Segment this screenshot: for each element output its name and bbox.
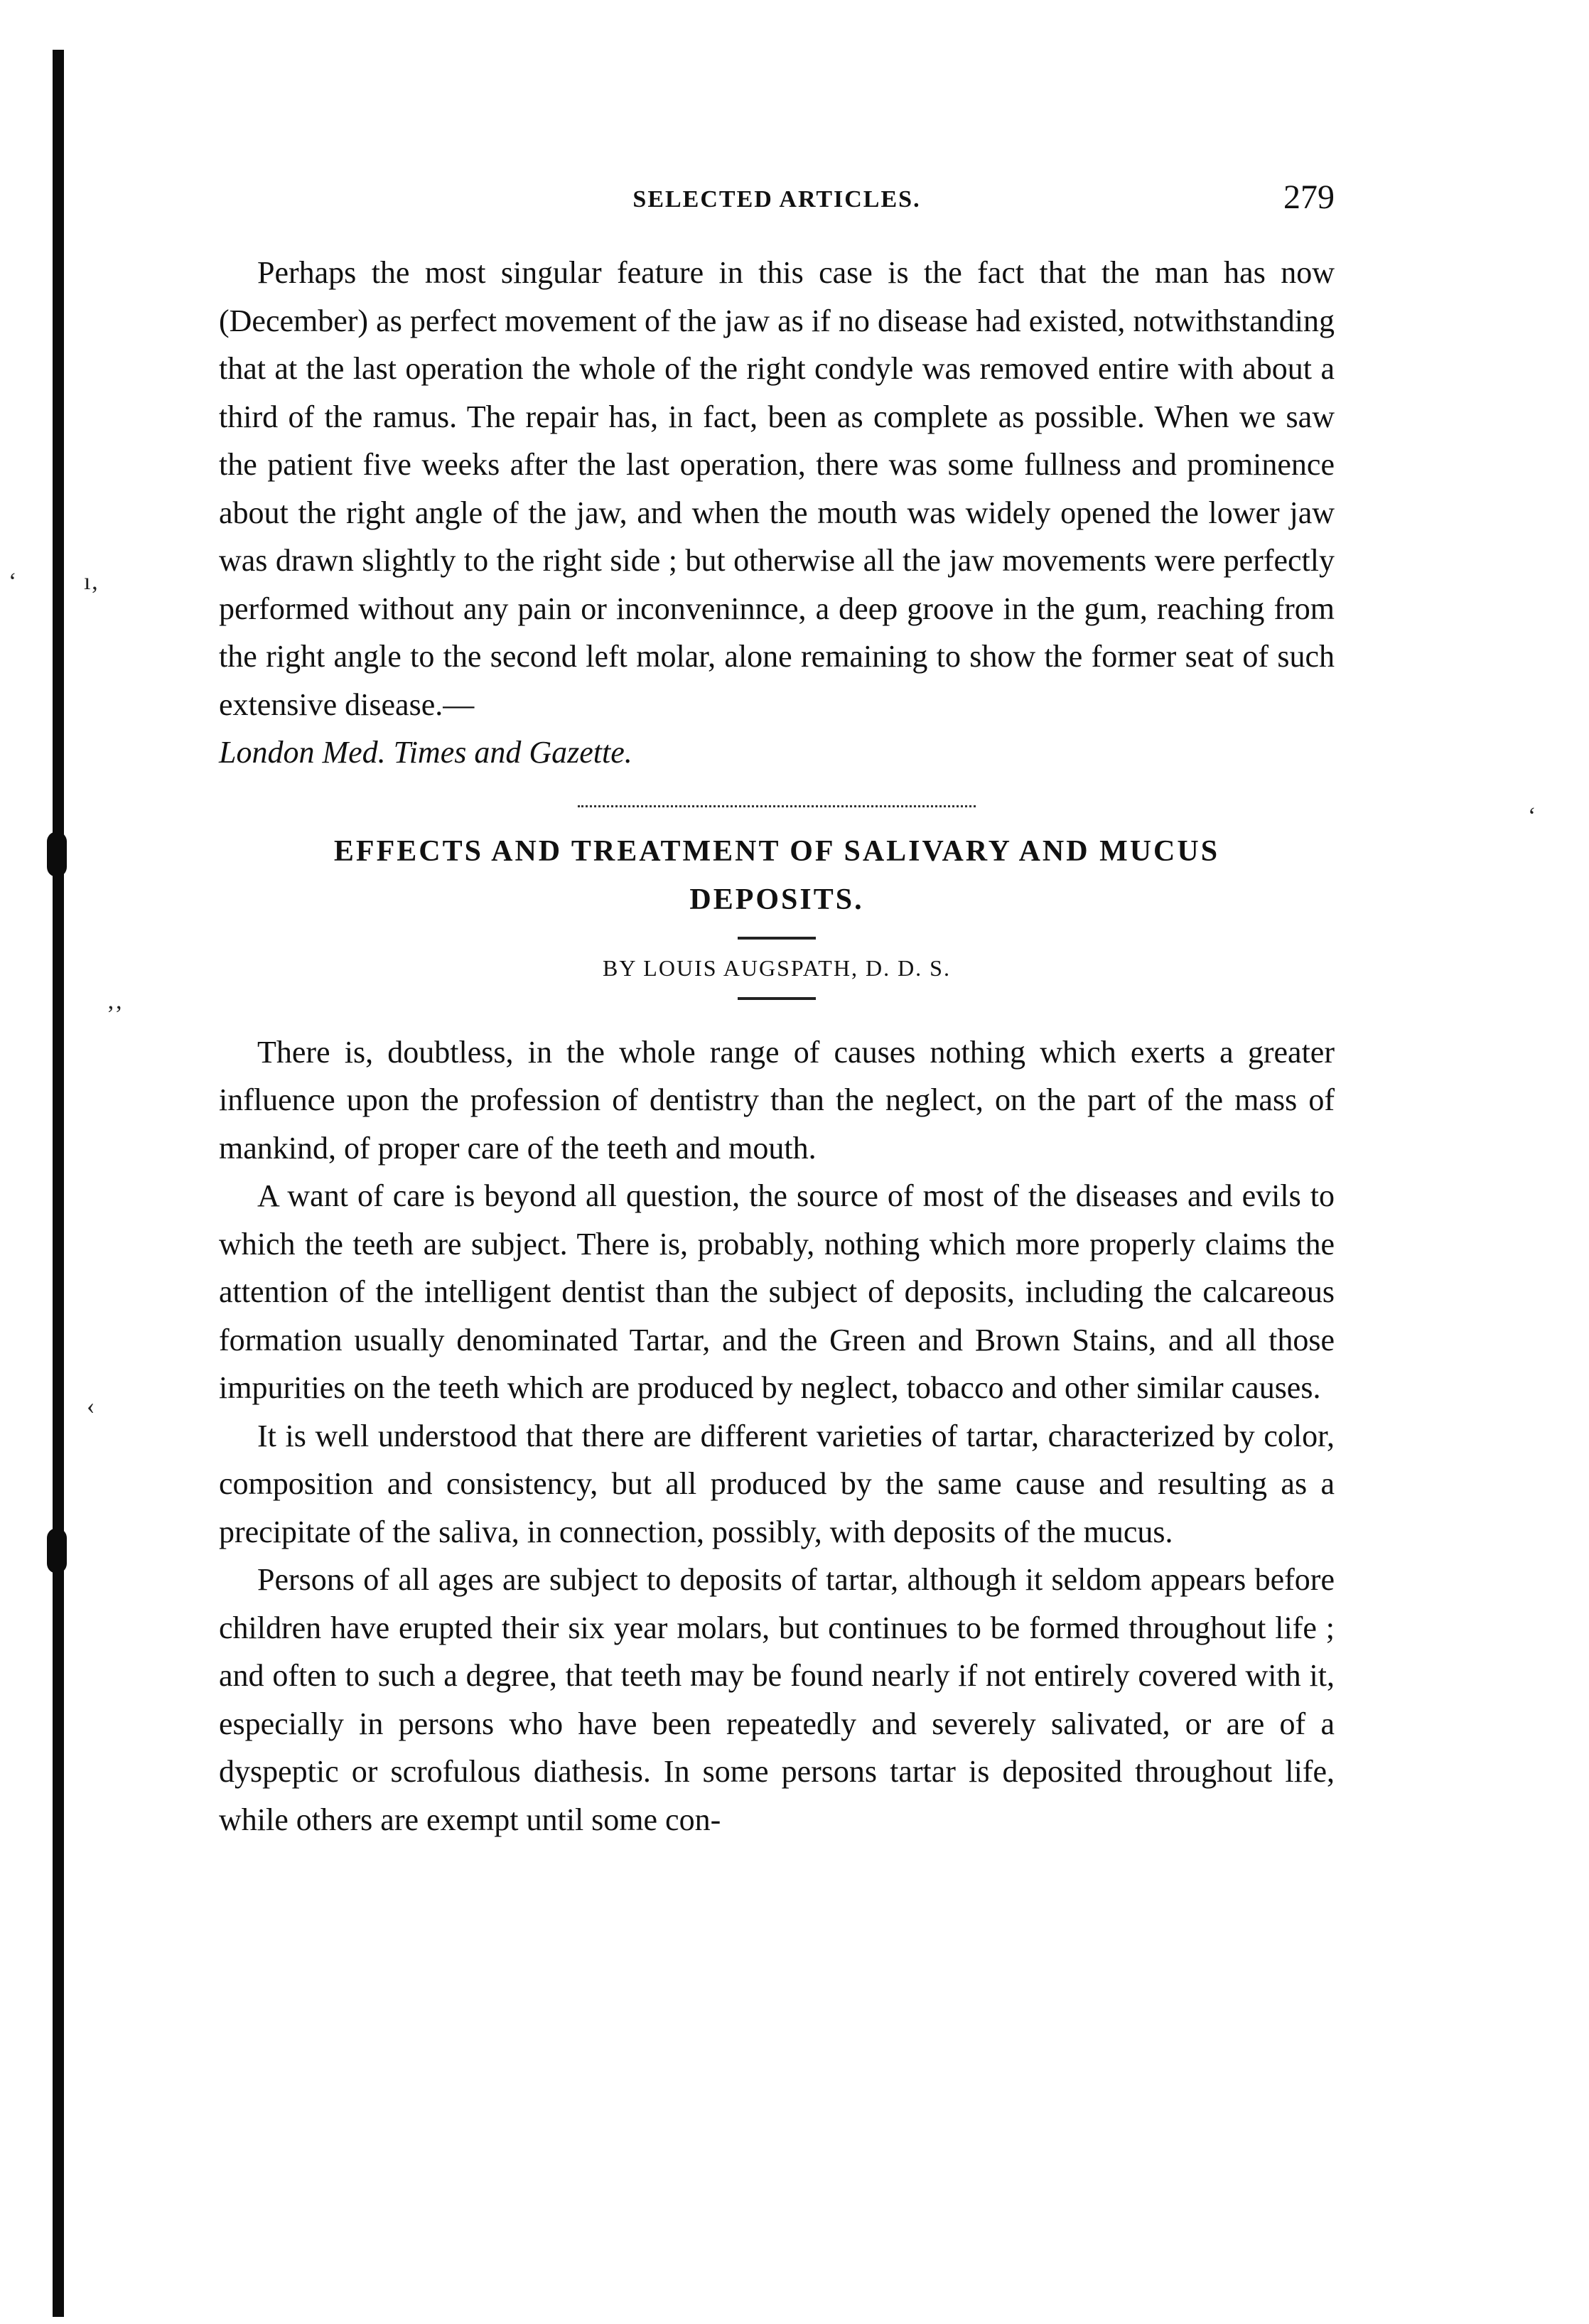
section-divider: [578, 805, 976, 807]
article-title-line-2: DEPOSITS.: [689, 883, 864, 916]
running-head: [219, 178, 1335, 227]
article-paragraph: Persons of all ages are subject to deposits of tartar, although it seldom appears before children have erupted their six year molars, but continues to be formed throughout life ; and often to such a degree, that teeth may be found nearly if not entirely covered with it, especially in persons who have been repeatedly and severely salivated, or are of a dyspeptic or scrofulous diathesis. In some persons tartar is deposited throughout life, while others are exempt until some con-: [219, 1562, 1335, 1837]
page-number: 279: [1283, 178, 1335, 216]
margin-mark: ‘: [9, 569, 17, 595]
page-body: [219, 178, 1335, 1844]
article-title-line-1: EFFECTS AND TREATMENT OF SALIVARY AND MUCUS: [333, 834, 1220, 868]
byline-rule: [738, 997, 816, 1000]
binding-blot: [47, 832, 67, 877]
margin-mark: ‘: [1528, 803, 1536, 829]
margin-mark: ‚‚: [107, 988, 123, 1014]
byline: BY LOUIS AUGSPATH, D. D. S.: [603, 954, 951, 981]
article-body: [219, 1028, 1335, 1844]
previous-article-paragraph: Perhaps the most singular feature in this case is the fact that the man has now (December) as perfect movement of the jaw as if no disease had existed, notwithstanding that at the last operation the whole of the right condyle was removed entire with about a third of the ramus. The repair has, in fact, been as complete as possible. When we saw the patient five weeks after the last operation, there was some fullness and prominence about the right angle of the jaw, and when the mouth was widely opened the lower jaw was drawn slightly to the right side ; but otherwise all the jaw movements were perfectly performed without any pain or inconveninnce, a deep groove in the gum, reaching from the right angle to the second left molar, alone remaining to show the former seat of such extensive disease.—: [219, 255, 1335, 722]
margin-mark: ı‚: [84, 569, 99, 595]
binding-shadow: [53, 50, 64, 2317]
title-rule: [738, 937, 816, 940]
article-paragraph: A want of care is beyond all question, the source of most of the diseases and evils to which the teeth are subject. There is, probably, nothing which more properly claims the attention of the intelligent dentist than the subject of deposits, including the calcareous formation usually denominated Tartar, and the Green and Brown Stains, and all those impurities on the teeth which are produced by neglect, tobacco and other similar causes.: [219, 1178, 1335, 1405]
margin-mark: ‹: [87, 1393, 95, 1419]
article-paragraph: There is, doubtless, in the whole range of causes nothing which exerts a greater influence upon the profession of dentistry than the neglect, on the part of the mass of mankind, of proper care of the teeth and mouth.: [219, 1034, 1335, 1166]
binding-blot: [47, 1528, 67, 1573]
citation: London Med. Times and Gazette.: [219, 735, 632, 770]
running-title: SELECTED ARTICLES.: [632, 186, 921, 213]
article-paragraph: It is well understood that there are different varieties of tartar, characterized by color, composition and consistency, but all produced by the same cause and resulting as a precipitate of the saliva, in connection, possibly, with deposits of the mucus.: [219, 1418, 1335, 1549]
